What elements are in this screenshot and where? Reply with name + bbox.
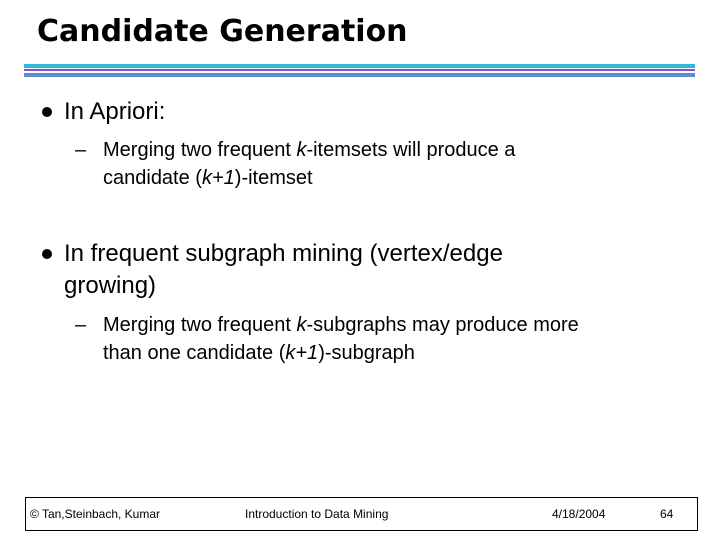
rule-band-cyan	[24, 64, 695, 68]
sub-bullet-subgraph-line1	[103, 313, 579, 338]
text-segment: Merging two frequent	[103, 314, 297, 336]
italic-k: k	[296, 314, 307, 336]
title-underline-rule	[24, 64, 695, 78]
bullet-text-subgraph-line1: In frequent subgraph mining (vertex/edge	[64, 240, 503, 267]
text-segment: )-subgraph	[318, 342, 415, 364]
italic-k-plus-1: k+1	[201, 167, 235, 189]
bullet-dot-icon	[42, 107, 52, 117]
italic-k-plus-1: k+1	[285, 342, 319, 364]
footer-copyright: © Tan,Steinbach, Kumar	[30, 507, 161, 521]
rule-band-blue	[24, 73, 695, 77]
text-segment: -subgraphs may produce more	[306, 314, 579, 336]
footer-course-title: Introduction to Data Mining	[245, 507, 389, 521]
text-segment: than one candidate (	[103, 342, 286, 364]
text-segment: -itemsets will produce a	[306, 139, 516, 161]
footer-date: 4/18/2004	[552, 507, 606, 521]
sub-bullet-dash: –	[75, 139, 87, 161]
text-segment: )-itemset	[234, 167, 313, 189]
sub-bullet-subgraph-line2	[103, 341, 415, 366]
sub-bullet-apriori-line2	[103, 166, 313, 191]
text-segment: Merging two frequent	[103, 139, 297, 161]
bullet-dot-icon	[42, 249, 52, 259]
italic-k: k	[296, 139, 307, 161]
footer-page-number: 64	[660, 507, 674, 521]
sub-bullet-dash: –	[75, 314, 87, 336]
slide-footer	[25, 497, 698, 531]
sub-bullet-apriori-line1	[103, 138, 515, 163]
slide-title: Candidate Generation	[37, 14, 408, 49]
rule-band-purple	[24, 69, 695, 71]
text-segment: candidate (	[103, 167, 202, 189]
bullet-text-apriori: In Apriori:	[64, 98, 166, 125]
bullet-text-subgraph-line2: growing)	[64, 272, 157, 299]
